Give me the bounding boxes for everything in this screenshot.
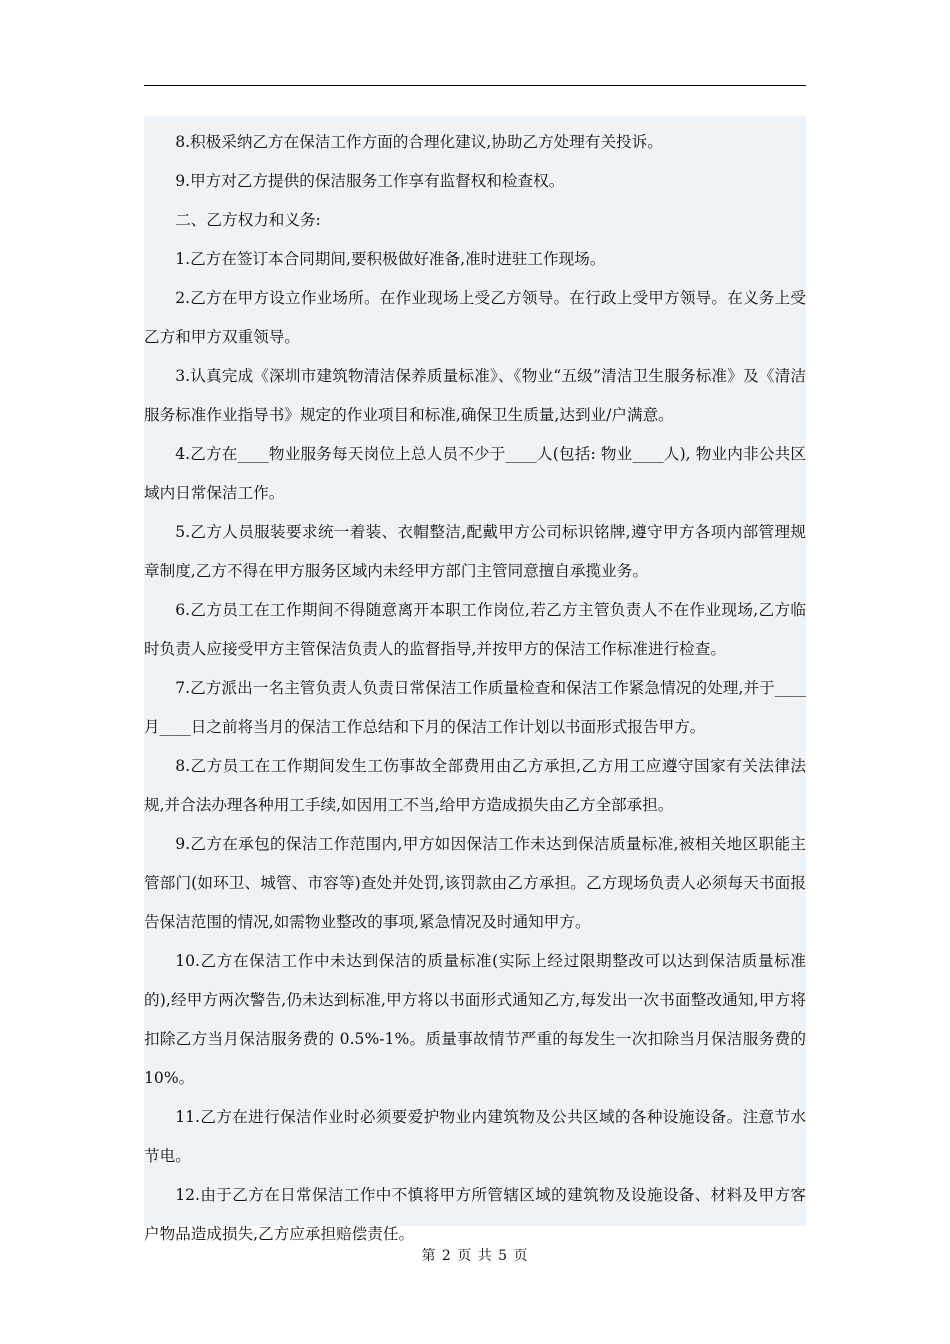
document-body [144,116,806,1243]
paragraph: 3.认真完成《深圳市建筑物清洁保养质量标准》、《物业“五级”清洁卫生服务标准》及《清洁服务标准作业指导书》规定的作业项目和标准,确保卫生质量,达到业/户满意。 [144,367,806,424]
page-number: 第 2 页 共 5 页 [421,1248,529,1264]
paragraph: 10.乙方在保洁工作中未达到保洁的质量标准(实际上经过限期整改可以达到保洁质量标准的),经甲方两次警告,仍未达到标准,甲方将以书面形式通知乙方,每发出一次书面整改通知,甲方将扣除乙方当月保洁服务费的 0.5%-1%。质量事故情节严重的每发生一次扣除当月保洁服务费的 10%。 [144,952,806,1087]
paragraph: 11.乙方在进行保洁作业时必须要爱护物业内建筑物及公共区域的各种设施设备。注意节水节电。 [144,1108,806,1165]
paragraph: 4.乙方在____物业服务每天岗位上总人员不少于____人(包括: 物业____人), 物业内非公共区域内日常保洁工作。 [144,445,806,502]
paragraph: 9.乙方在承包的保洁工作范围内,甲方如因保洁工作未达到保洁质量标准,被相关地区职能主管部门(如环卫、城管、市容等)查处并处罚,该罚款由乙方承担。乙方现场负责人必须每天书面报告保洁范围的情况,如需物业整改的事项,紧急情况及时通知甲方。 [144,835,806,931]
paragraph: 6.乙方员工在工作期间不得随意离开本职工作岗位,若乙方主管负责人不在作业现场,乙方临时负责人应接受甲方主管保洁负责人的监督指导,并按甲方的保洁工作标准进行检查。 [144,601,806,658]
paragraph: 12.由于乙方在日常保洁工作中不慎将甲方所管辖区域的建筑物及设施设备、材料及甲方客户物品造成损失,乙方应承担赔偿责任。 [144,1186,806,1243]
paragraph: 9.甲方对乙方提供的保洁服务工作享有监督权和检查权。 [175,172,565,190]
paragraph: 7.乙方派出一名主管负责人负责日常保洁工作质量检查和保洁工作紧急情况的处理,并于____月____日之前将当月的保洁工作总结和下月的保洁工作计划以书面形式报告甲方。 [144,679,806,736]
paragraph: 5.乙方人员服装要求统一着装、衣帽整洁,配戴甲方公司标识铭牌,遵守甲方各项内部管理规章制度,乙方不得在甲方服务区域内未经甲方部门主管同意擅自承揽业务。 [144,523,806,580]
header-rule [144,85,806,86]
paragraph: 8.积极采纳乙方在保洁工作方面的合理化建议,协助乙方处理有关投诉。 [175,133,663,151]
paragraph: 2.乙方在甲方设立作业场所。在作业现场上受乙方领导。在行政上受甲方领导。在义务上受乙方和甲方双重领导。 [144,289,806,346]
paragraph: 1.乙方在签订本合同期间,要积极做好准备,准时进驻工作现场。 [175,250,606,268]
paragraph: 8.乙方员工在工作期间发生工伤事故全部费用由乙方承担,乙方用工应遵守国家有关法律法规,并合法办理各种用工手续,如因用工不当,给甲方造成损失由乙方全部承担。 [144,757,806,814]
section-heading: 二、乙方权力和义务: [175,211,321,229]
